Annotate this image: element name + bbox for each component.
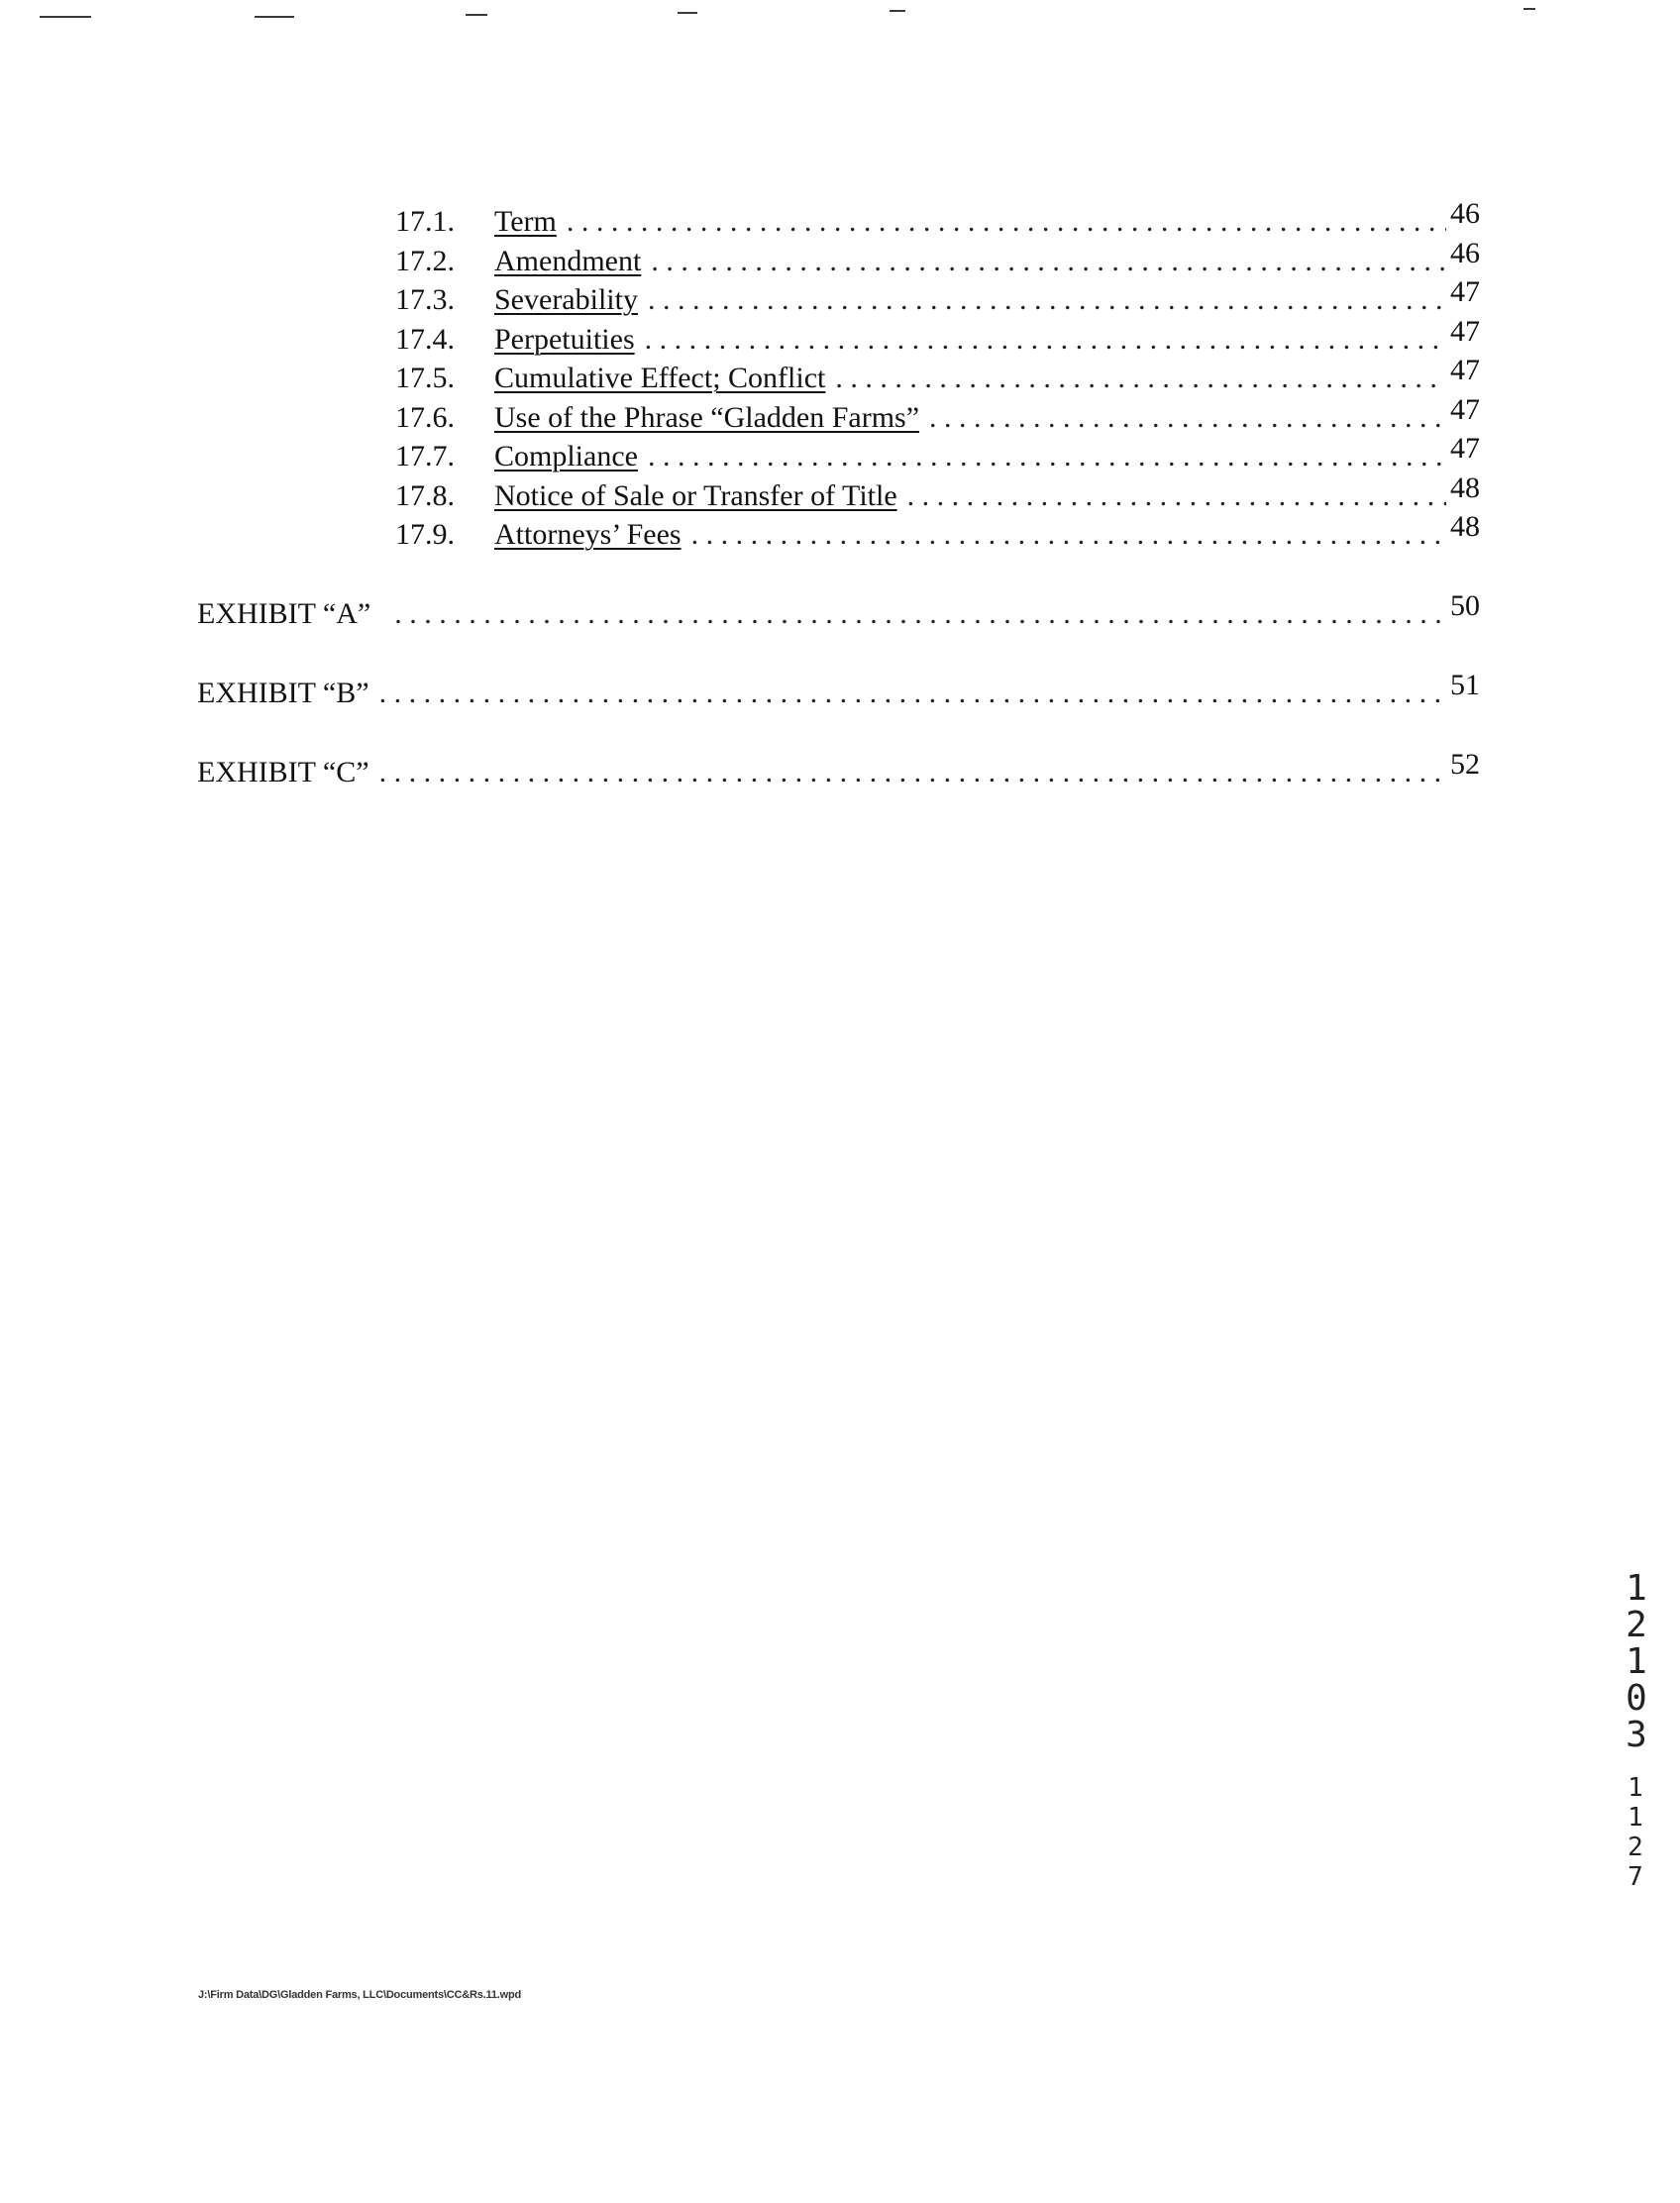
toc-row bbox=[395, 275, 1480, 320]
toc-number: 17.1. bbox=[395, 205, 455, 238]
toc-number: 17.8. bbox=[395, 478, 455, 512]
toc-page-number: 46 bbox=[1450, 197, 1480, 230]
scan-artifact bbox=[678, 12, 697, 14]
dot-leader bbox=[648, 280, 1446, 320]
dot-leader bbox=[645, 320, 1446, 360]
toc-exhibit-row bbox=[197, 589, 1480, 674]
toc-number: 17.7. bbox=[395, 440, 455, 472]
toc-page-number: 47 bbox=[1450, 354, 1480, 386]
toc-title-link[interactable]: Term bbox=[494, 205, 557, 238]
toc-row bbox=[395, 392, 1480, 438]
toc-title-link[interactable]: Compliance bbox=[494, 440, 638, 472]
toc-row bbox=[395, 510, 1480, 555]
toc-number: 17.3. bbox=[395, 283, 455, 316]
toc-title-link[interactable]: Cumulative Effect; Conflict bbox=[494, 362, 826, 394]
scan-artifact bbox=[1523, 8, 1535, 10]
toc-number: 17.5. bbox=[395, 362, 455, 394]
scan-artifact bbox=[40, 16, 91, 18]
toc-title-link[interactable]: Amendment bbox=[494, 244, 642, 277]
scan-artifact bbox=[466, 14, 487, 16]
toc-row bbox=[395, 432, 1480, 476]
dot-leader bbox=[567, 202, 1446, 242]
dot-leader bbox=[651, 242, 1446, 281]
stamp-digit: 2 bbox=[1628, 1833, 1643, 1862]
toc-exhibit-row bbox=[197, 669, 1480, 753]
toc-number: 17.9. bbox=[395, 518, 455, 551]
toc-row bbox=[395, 471, 1480, 516]
toc-title-link[interactable]: Notice of Sale or Transfer of Title bbox=[494, 478, 897, 512]
toc-number: 17.6. bbox=[395, 400, 455, 434]
stamp-digit: 1 bbox=[1626, 1568, 1647, 1609]
toc-number: 17.4. bbox=[395, 322, 455, 356]
exhibit-page-number: 51 bbox=[1450, 669, 1480, 701]
exhibit-title[interactable]: EXHIBIT “A” bbox=[197, 597, 371, 630]
dot-leader bbox=[379, 674, 1446, 713]
exhibit-page-number: 52 bbox=[1450, 748, 1480, 781]
toc-page-number: 48 bbox=[1450, 471, 1480, 504]
toc-exhibit-row bbox=[197, 748, 1480, 832]
toc-page-number: 47 bbox=[1450, 392, 1480, 426]
scan-artifact bbox=[255, 16, 294, 18]
stamp-digit: 3 bbox=[1626, 1715, 1647, 1755]
dot-leader bbox=[379, 753, 1446, 792]
stamp-digit: 1 bbox=[1628, 1773, 1643, 1803]
toc-exhibit-list bbox=[197, 589, 1480, 832]
toc-subsection-list bbox=[395, 197, 1480, 555]
toc-row bbox=[395, 314, 1480, 360]
toc-title-link[interactable]: Perpetuities bbox=[494, 322, 635, 356]
dot-leader bbox=[648, 437, 1446, 476]
stamp-digit: 1 bbox=[1626, 1641, 1647, 1682]
recording-stamp-lower bbox=[1621, 1773, 1650, 1892]
exhibit-title[interactable]: EXHIBIT “C” bbox=[197, 756, 369, 788]
stamp-digit: 7 bbox=[1628, 1862, 1643, 1892]
dot-leader bbox=[394, 594, 1446, 634]
stamp-digit: 1 bbox=[1628, 1803, 1643, 1833]
toc-page-number: 47 bbox=[1450, 432, 1480, 465]
dot-leader bbox=[929, 398, 1446, 438]
toc-page-number: 46 bbox=[1450, 236, 1480, 269]
dot-leader bbox=[835, 359, 1446, 398]
toc-row bbox=[395, 354, 1480, 398]
exhibit-page-number: 50 bbox=[1450, 589, 1480, 622]
toc-page-number: 47 bbox=[1450, 275, 1480, 308]
toc-row bbox=[395, 236, 1480, 281]
toc-number: 17.2. bbox=[395, 244, 455, 277]
footer-file-path: J:\Firm Data\DG\Gladden Farms, LLC\Documents\CC&Rs.11.wpd bbox=[198, 1989, 521, 2001]
scan-artifact bbox=[890, 10, 905, 12]
toc-title-link[interactable]: Attorneys’ Fees bbox=[494, 518, 682, 551]
toc-title-link[interactable]: Use of the Phrase “Gladden Farms” bbox=[494, 400, 920, 434]
recording-stamp-upper bbox=[1617, 1570, 1656, 1753]
toc-page-number: 47 bbox=[1450, 314, 1480, 348]
dot-leader bbox=[907, 476, 1446, 516]
stamp-digit: 0 bbox=[1626, 1678, 1647, 1719]
dot-leader bbox=[691, 515, 1446, 555]
stamp-digit: 2 bbox=[1626, 1605, 1647, 1645]
toc-title-link[interactable]: Severability bbox=[494, 283, 638, 316]
exhibit-title[interactable]: EXHIBIT “B” bbox=[197, 677, 369, 709]
toc-row bbox=[395, 197, 1480, 242]
toc-page-number: 48 bbox=[1450, 510, 1480, 543]
